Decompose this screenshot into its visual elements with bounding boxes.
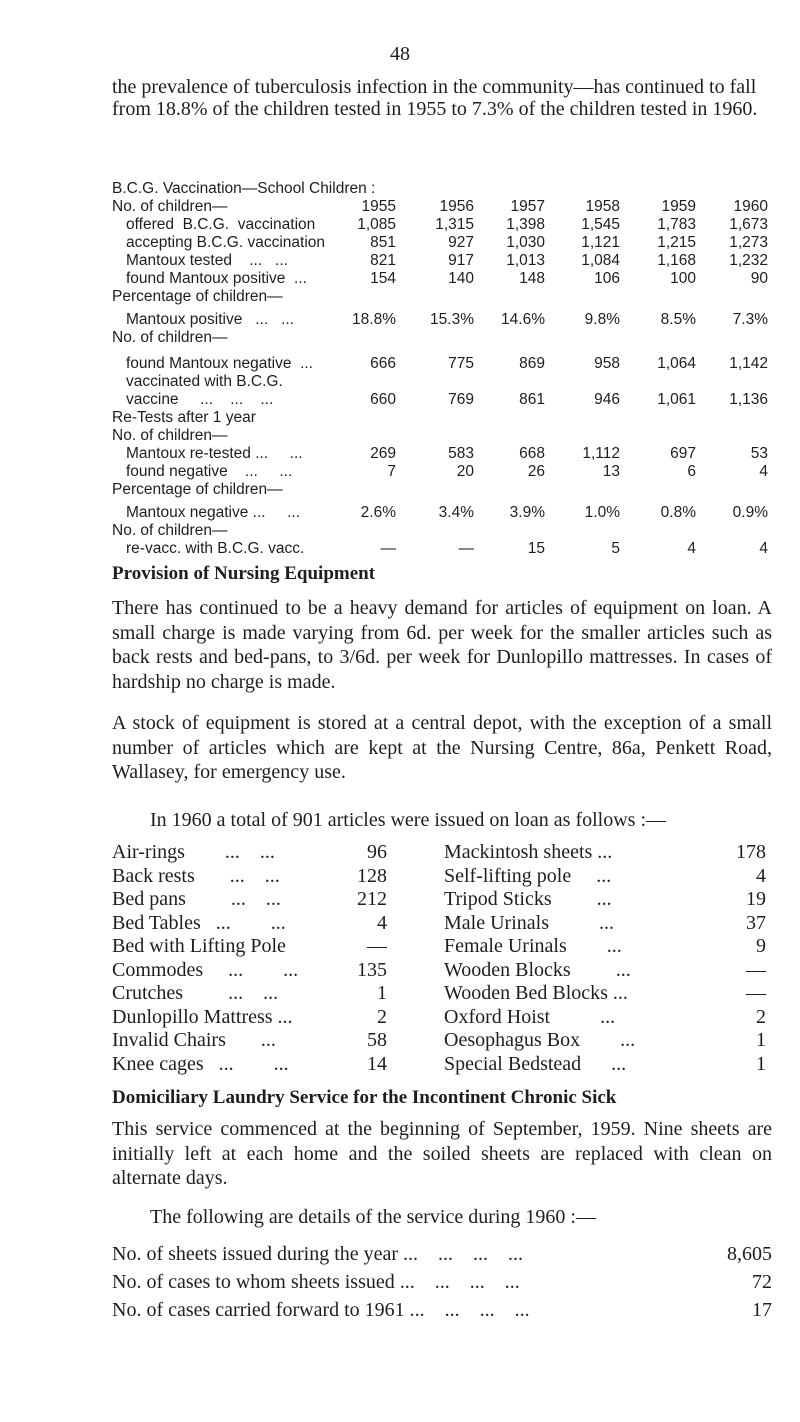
equipment-item — [112, 959, 392, 983]
laundry-detail-label: No. of cases to whom sheets issued ... ... ... ... — [112, 1271, 520, 1293]
equipment-item-count: 2 — [377, 1005, 387, 1028]
equipment-item — [112, 912, 392, 936]
bcg-table-row — [112, 427, 772, 445]
bcg-table-cell: 869 — [519, 355, 545, 372]
bcg-table-cell: 1956 — [439, 198, 474, 215]
bcg-row-label: found Mantoux negative ... — [126, 355, 313, 372]
bcg-row-label: Mantoux re-tested ... ... — [126, 445, 303, 462]
equipment-item — [444, 959, 774, 983]
equipment-item — [444, 1053, 774, 1077]
bcg-row-label: found negative ... ... — [126, 463, 293, 480]
equipment-item-label: Back rests ... ... — [112, 864, 280, 887]
bcg-table-row — [112, 355, 772, 373]
bcg-table-cell: 821 — [370, 252, 396, 269]
bcg-table-row — [112, 463, 772, 481]
equipment-item-count: 19 — [746, 888, 766, 910]
bcg-table-cell: 1,232 — [729, 252, 768, 269]
bcg-table-cell: 861 — [519, 391, 545, 408]
equipment-item — [112, 1053, 392, 1077]
bcg-table-cell: 140 — [448, 270, 474, 287]
bcg-table-cell: 1,064 — [657, 355, 696, 372]
bcg-table-cell: 8.5% — [660, 311, 696, 328]
bcg-table-cell: 583 — [448, 445, 474, 462]
equipment-item-label: Mackintosh sheets ... — [444, 841, 613, 863]
bcg-table-cell: 148 — [519, 270, 545, 287]
bcg-table-cell: 1955 — [361, 198, 396, 215]
bcg-table-cell: 851 — [370, 234, 396, 251]
equipment-item-label: Bed pans ... ... — [112, 888, 281, 910]
bcg-row-label: Mantoux negative ... ... — [126, 504, 301, 521]
bcg-table-cell: — — [458, 540, 474, 557]
bcg-table-cell: 946 — [594, 391, 620, 408]
bcg-table-row — [112, 481, 772, 499]
laundry-detail-value: 72 — [752, 1271, 772, 1293]
bcg-table-cell: 1,783 — [657, 216, 696, 233]
equipment-item-count: — — [746, 982, 766, 1004]
bcg-table-cell: 3.4% — [438, 504, 474, 521]
equipment-item — [112, 865, 392, 889]
bcg-table-cell: 1,168 — [657, 252, 696, 269]
laundry-detail-label: No. of sheets issued during the year ... ... ... ... — [112, 1243, 524, 1265]
bcg-table-cell: 1,215 — [657, 234, 696, 251]
bcg-table-cell: 20 — [456, 463, 474, 480]
equipment-item-label: Self-lifting pole ... — [444, 864, 612, 887]
bcg-table-row — [112, 270, 772, 288]
equipment-item-count: 1 — [756, 1052, 766, 1075]
equipment-item-count: 4 — [377, 911, 387, 934]
bcg-table-cell: 1,061 — [657, 391, 696, 408]
bcg-table-cell: 7.3% — [732, 311, 768, 328]
bcg-table-row — [112, 391, 772, 409]
bcg-table-cell: 666 — [370, 355, 396, 372]
bcg-table-cell: 15 — [527, 540, 545, 557]
bcg-row-label: No. of children— — [112, 198, 228, 215]
equipment-item-label: Wooden Blocks ... — [444, 958, 631, 981]
equipment-item-label: Crutches ... ... — [112, 982, 279, 1004]
laundry-detail-value: 17 — [752, 1299, 772, 1321]
equipment-item — [112, 1029, 392, 1053]
equipment-list-intro: In 1960 a total of 901 articles were issued on loan as follows :— — [150, 809, 666, 831]
bcg-table-cell: 769 — [448, 391, 474, 408]
bcg-table-cell: — — [380, 540, 396, 557]
bcg-table-cell: 1,112 — [582, 445, 620, 462]
bcg-table-cell: 917 — [448, 252, 474, 269]
bcg-table-cell: 7 — [387, 463, 396, 480]
bcg-table-cell: 1,142 — [729, 355, 768, 372]
bcg-row-label: vaccine ... ... ... — [126, 391, 274, 408]
equipment-item — [444, 982, 774, 1006]
bcg-table-cell: 100 — [670, 270, 696, 287]
bcg-table-row — [112, 252, 772, 270]
equipment-item-label: Female Urinals ... — [444, 935, 622, 957]
bcg-table-row — [112, 373, 772, 391]
bcg-table-cell: 90 — [750, 270, 768, 287]
equipment-item-label: Bed with Lifting Pole — [112, 935, 286, 957]
bcg-row-label: Mantoux positive ... ... — [126, 311, 294, 328]
bcg-row-label: Percentage of children— — [112, 288, 283, 305]
bcg-table-cell: 697 — [670, 445, 696, 462]
bcg-table-cell: 106 — [594, 270, 620, 287]
bcg-table-row — [112, 198, 772, 216]
equipment-item-label: Knee cages ... ... — [112, 1052, 289, 1075]
bcg-table-cell: 269 — [370, 445, 396, 462]
bcg-table-cell: 1,398 — [506, 216, 545, 233]
bcg-table-row — [112, 311, 772, 329]
bcg-table-cell: 927 — [448, 234, 474, 251]
bcg-table-cell: 660 — [370, 391, 396, 408]
equipment-item-label: Air-rings ... ... — [112, 841, 275, 863]
bcg-table-cell: 1,030 — [506, 234, 545, 251]
bcg-table-row — [112, 540, 772, 558]
bcg-table-cell: 1,545 — [581, 216, 620, 233]
equipment-item-count: 128 — [357, 864, 387, 887]
bcg-table-cell: 4 — [687, 540, 696, 557]
equipment-item-label: Invalid Chairs ... — [112, 1029, 276, 1051]
equipment-item — [444, 888, 774, 912]
equipment-item — [112, 841, 392, 865]
bcg-table-cell: 9.8% — [584, 311, 620, 328]
bcg-table-row — [112, 445, 772, 463]
laundry-detail-label: No. of cases carried forward to 1961 ... ... ... ... — [112, 1299, 530, 1321]
equipment-item-count: — — [367, 935, 387, 957]
equipment-item-count: 135 — [357, 958, 387, 981]
bcg-table-cell: 1,673 — [729, 216, 768, 233]
equipment-item-label: Oxford Hoist ... — [444, 1005, 616, 1028]
intro-paragraph: the prevalence of tuberculosis infection in the community—has continued to fall from 18.8% of the children tested in 1955 to 7.3% of the children tested in 1960. — [112, 76, 758, 120]
bcg-row-label: vaccinated with B.C.G. — [126, 373, 283, 390]
equipment-item-label: Tripod Sticks ... — [444, 888, 612, 910]
equipment-item-count: 1 — [756, 1029, 766, 1051]
bcg-row-label: No. of children— — [112, 522, 228, 539]
laundry-detail-value: 8,605 — [727, 1243, 772, 1265]
equipment-item — [444, 841, 774, 865]
bcg-table-cell: 5 — [611, 540, 620, 557]
bcg-row-label: offered B.C.G. vaccination — [126, 216, 316, 233]
bcg-row-label: accepting B.C.G. vaccination — [126, 234, 326, 251]
bcg-table-cell: 0.8% — [660, 504, 696, 521]
equipment-item — [112, 888, 392, 912]
equipment-item-count: 9 — [756, 935, 766, 957]
bcg-table-cell: 15.3% — [430, 311, 474, 328]
equipment-item — [444, 912, 774, 936]
nursing-equipment-heading: Provision of Nursing Equipment — [112, 563, 376, 584]
equipment-item — [444, 1029, 774, 1053]
equipment-list-right — [444, 841, 774, 1076]
bcg-table-cell: 154 — [370, 270, 396, 287]
equipment-item-count: — — [746, 958, 766, 981]
bcg-table-cell: 1,273 — [729, 234, 768, 251]
laundry-paragraph-2: The following are details of the service during 1960 :— — [150, 1206, 596, 1228]
bcg-table-cell: 1958 — [585, 198, 620, 215]
bcg-table-cell: 4 — [759, 463, 768, 480]
equipment-item — [112, 1006, 392, 1030]
bcg-table-row — [112, 329, 772, 347]
equipment-item — [444, 935, 774, 959]
bcg-table-row — [112, 522, 772, 540]
bcg-table-cell: 18.8% — [352, 311, 396, 328]
bcg-row-label: re-vacc. with B.C.G. vacc. — [126, 540, 305, 557]
bcg-table-cell: 14.6% — [501, 311, 545, 328]
equipment-item-label: Wooden Bed Blocks ... — [444, 982, 628, 1004]
bcg-table-cell: 3.9% — [509, 504, 545, 521]
bcg-table-cell: 4 — [759, 540, 768, 557]
bcg-table-cell: 13 — [602, 463, 620, 480]
bcg-table-row — [112, 288, 772, 306]
equipment-item — [444, 1006, 774, 1030]
bcg-table-cell: 668 — [519, 445, 545, 462]
bcg-table-cell: 53 — [750, 445, 768, 462]
bcg-table-cell: 1,121 — [581, 234, 620, 251]
bcg-table-cell: 1.0% — [584, 504, 620, 521]
bcg-table-row — [112, 409, 772, 427]
equipment-item-label: Male Urinals ... — [444, 911, 614, 934]
bcg-table-row — [112, 504, 772, 522]
bcg-row-label: Re-Tests after 1 year — [112, 409, 256, 426]
bcg-table-cell: 1,085 — [357, 216, 396, 233]
bcg-row-label: No. of children— — [112, 427, 228, 444]
equipment-item-count: 4 — [756, 864, 766, 887]
equipment-item-count: 1 — [377, 982, 387, 1004]
equipment-item-count: 178 — [736, 841, 766, 863]
bcg-table-cell: 0.9% — [732, 504, 768, 521]
bcg-table-row — [112, 216, 772, 234]
bcg-table-cell: 1,315 — [435, 216, 474, 233]
nursing-paragraph-1: There has continued to be a heavy demand for articles of equipment on loan. A small charge is made varying from 6d. per week for the smaller articles such as back rests and bed-pans, to 3/6d. per week for Dunlopillo mattresses. In cases of hardship no charge is made. — [112, 597, 772, 693]
bcg-table-cell: 958 — [594, 355, 620, 372]
bcg-row-label: found Mantoux positive ... — [126, 270, 307, 287]
equipment-item-count: 2 — [756, 1005, 766, 1028]
bcg-table-cell: 1957 — [510, 198, 545, 215]
laundry-paragraph-1: This service commenced at the beginning of September, 1959. Nine sheets are initially left at each home and the soiled sheets are replaced with clean on alternate days. — [112, 1118, 772, 1189]
bcg-table-cell: 1,136 — [729, 391, 768, 408]
nursing-paragraph-2: A stock of equipment is stored at a central depot, with the exception of a small number of articles which are kept at the Nursing Centre, 86a, Penkett Road, Wallasey, for emergency use. — [112, 712, 772, 783]
equipment-item-count: 212 — [357, 888, 387, 910]
equipment-item-label: Oesophagus Box ... — [444, 1029, 636, 1051]
bcg-row-label: No. of children— — [112, 329, 228, 346]
bcg-table-cell: 1959 — [661, 198, 696, 215]
page-number: 48 — [390, 43, 410, 65]
laundry-service-heading: Domiciliary Laundry Service for the Incontinent Chronic Sick — [112, 1087, 617, 1108]
bcg-table-cell: 6 — [687, 463, 696, 480]
laundry-detail-row — [112, 1268, 772, 1296]
bcg-vaccination-table — [112, 180, 772, 558]
equipment-item-count: 96 — [367, 841, 387, 863]
equipment-item — [112, 982, 392, 1006]
bcg-table-cell: 1,084 — [581, 252, 620, 269]
laundry-detail-row — [112, 1240, 772, 1268]
bcg-table-cell: 26 — [527, 463, 545, 480]
equipment-item-count: 58 — [367, 1029, 387, 1051]
bcg-table-cell: 1,013 — [506, 252, 545, 269]
bcg-table-cell: 1960 — [733, 198, 768, 215]
bcg-table-row — [112, 234, 772, 252]
bcg-row-label: Percentage of children— — [112, 481, 283, 498]
equipment-list-left — [112, 841, 392, 1076]
equipment-item — [112, 935, 392, 959]
equipment-item-count: 14 — [367, 1052, 387, 1075]
equipment-item — [444, 865, 774, 889]
equipment-item-label: Dunlopillo Mattress ... — [112, 1005, 293, 1028]
laundry-detail-row — [112, 1296, 772, 1324]
bcg-table-cell: 775 — [448, 355, 474, 372]
equipment-item-count: 37 — [746, 911, 766, 934]
bcg-table-cell: 2.6% — [360, 504, 396, 521]
bcg-table-caption: B.C.G. Vaccination—School Children : — [112, 180, 376, 197]
bcg-row-label: Mantoux tested ... ... — [126, 252, 288, 269]
equipment-item-label: Special Bedstead ... — [444, 1052, 627, 1075]
equipment-item-label: Bed Tables ... ... — [112, 911, 286, 934]
equipment-item-label: Commodes ... ... — [112, 958, 299, 981]
